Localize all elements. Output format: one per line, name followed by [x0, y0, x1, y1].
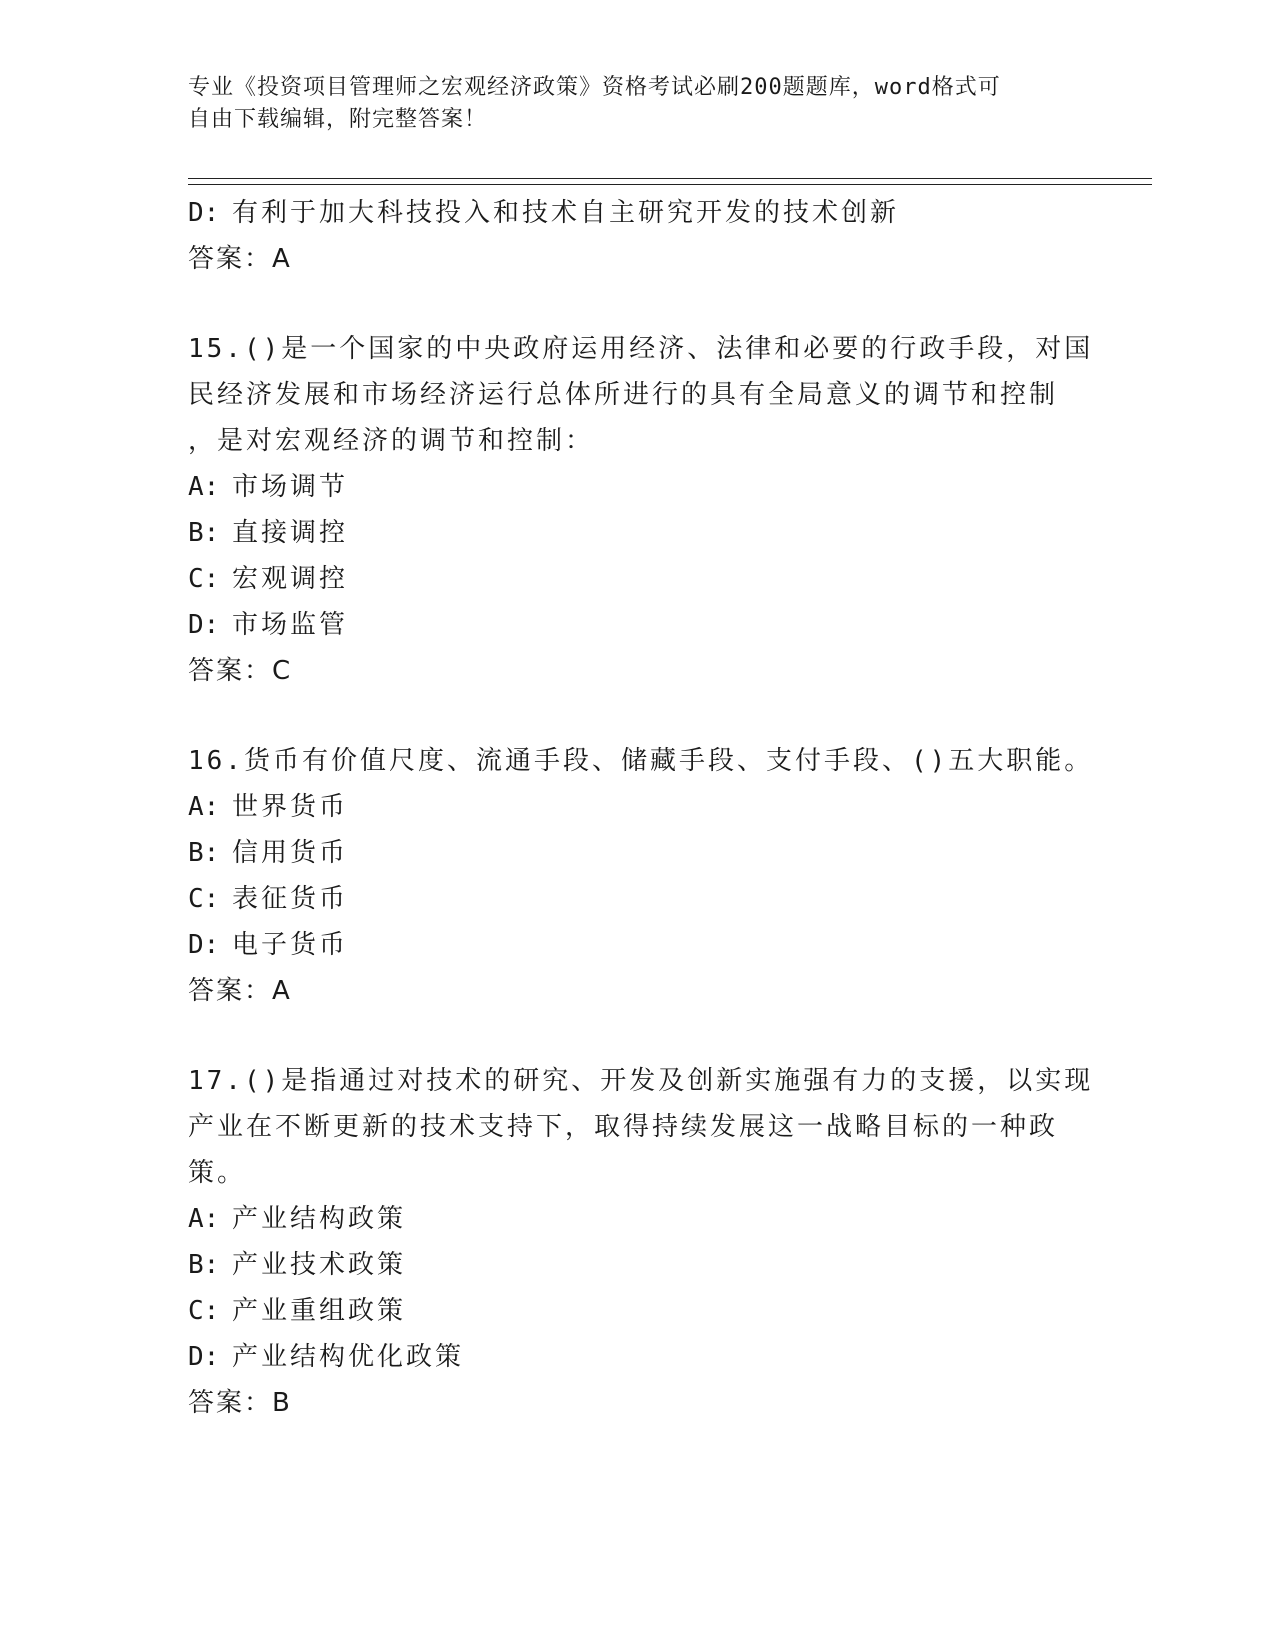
- question-stem-line: 16.货币有价值尺度、流通手段、储藏手段、支付手段、()五大职能。: [188, 746, 1094, 776]
- option-label: D:: [188, 198, 220, 228]
- question-stem-line: 民经济发展和市场经济运行总体所进行的具有全局意义的调节和控制: [188, 380, 1059, 410]
- option-label: C:: [188, 564, 220, 594]
- answer: 答案：A: [188, 976, 292, 1006]
- header-line-1: 专业《投资项目管理师之宏观经济政策》资格考试必刷200题题库，word格式可: [188, 75, 1001, 100]
- question-stem-line: 产业在不断更新的技术支持下，取得持续发展这一战略目标的一种政: [188, 1112, 1059, 1142]
- question-stem-line: 策。: [188, 1158, 247, 1188]
- question-15: [188, 326, 1094, 694]
- option-text: 市场监管: [232, 610, 349, 640]
- answer: 答案：C: [188, 656, 293, 686]
- option-text: 有利于加大科技投入和技术自主研究开发的技术创新: [232, 198, 900, 228]
- option-text: 世界货币: [232, 792, 349, 822]
- option-label: D:: [188, 930, 220, 960]
- option-b: [188, 510, 1088, 556]
- option-text: 产业重组政策: [232, 1296, 407, 1326]
- option-label: C:: [188, 884, 220, 914]
- question-17: [188, 1058, 1094, 1426]
- answer: 答案：B: [188, 1388, 292, 1418]
- option-b: [188, 830, 1088, 876]
- option-label: A:: [188, 792, 220, 822]
- header-divider-top: [188, 178, 1152, 179]
- option-text: 信用货币: [232, 838, 349, 868]
- option-text: 产业技术政策: [232, 1250, 407, 1280]
- document-header: [188, 72, 1068, 136]
- option-label: A:: [188, 472, 220, 502]
- option-text: 产业结构优化政策: [232, 1342, 465, 1372]
- option-text: 直接调控: [232, 518, 349, 548]
- option-c: [188, 876, 1088, 922]
- option-a: [188, 784, 1088, 830]
- option-a: [188, 464, 1088, 510]
- option-label: B:: [188, 518, 220, 548]
- option-a: [188, 1196, 1088, 1242]
- option-c: [188, 556, 1088, 602]
- option-label: A:: [188, 1204, 220, 1234]
- option-label: D:: [188, 610, 220, 640]
- question-stem-line: 17.()是指通过对技术的研究、开发及创新实施强有力的支援，以实现: [188, 1066, 1094, 1096]
- option-d: [188, 922, 1088, 968]
- header-line-2: 自由下载编辑，附完整答案！: [188, 107, 488, 132]
- option-label: D:: [188, 1342, 220, 1372]
- option-text: 表征货币: [232, 884, 349, 914]
- option-b: [188, 1242, 1088, 1288]
- option-d: [188, 1334, 1088, 1380]
- option-label: B:: [188, 838, 220, 868]
- question-stem-line: ，是对宏观经济的调节和控制：: [188, 426, 595, 456]
- option-label: B:: [188, 1250, 220, 1280]
- option-c: [188, 1288, 1088, 1334]
- prev-option-d: [188, 190, 1088, 236]
- question-stem-line: 15.()是一个国家的中央政府运用经济、法律和必要的行政手段，对国: [188, 334, 1094, 364]
- option-text: 电子货币: [232, 930, 349, 960]
- option-label: C:: [188, 1296, 220, 1326]
- option-text: 宏观调控: [232, 564, 349, 594]
- header-divider-bottom: [188, 184, 1152, 185]
- option-text: 市场调节: [232, 472, 349, 502]
- prev-answer: 答案：A: [188, 244, 292, 274]
- option-text: 产业结构政策: [232, 1204, 407, 1234]
- question-16: [188, 738, 1094, 1014]
- question-list: [188, 190, 1094, 1426]
- option-d: [188, 602, 1088, 648]
